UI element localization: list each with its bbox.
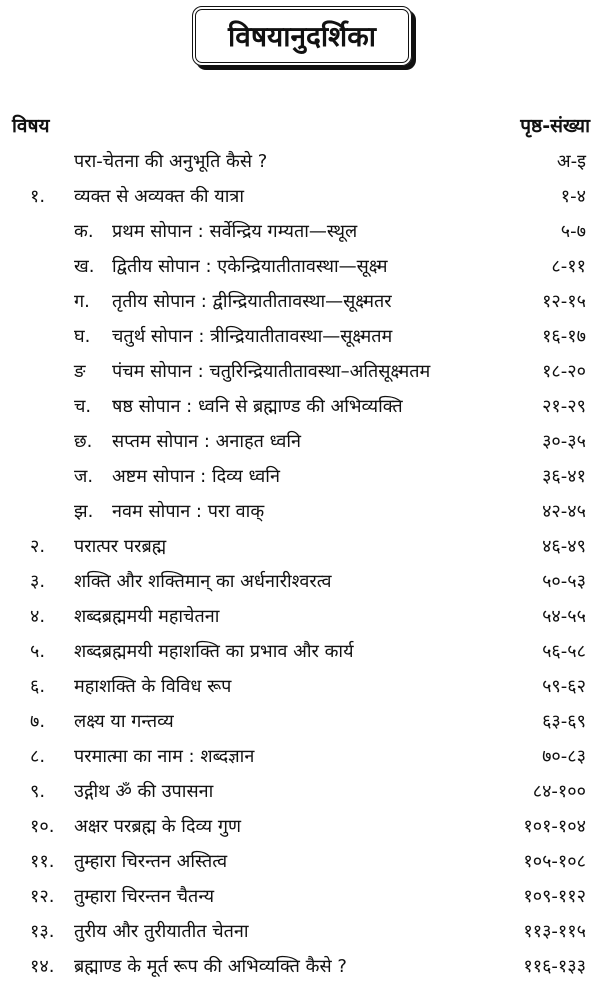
entry-title: महाशक्ति के विविध रूप bbox=[74, 676, 232, 697]
toc-entry bbox=[0, 634, 600, 669]
entry-page-range: ३६-४१ bbox=[542, 466, 586, 487]
entry-number: १२. bbox=[30, 886, 55, 907]
entry-title: तुम्हारा चिरन्तन अस्तित्व bbox=[74, 851, 228, 872]
entry-page-range: ८४-१०० bbox=[532, 781, 586, 802]
entry-number: ७. bbox=[30, 711, 46, 732]
entry-number: ङ bbox=[74, 361, 86, 382]
entry-title: द्वितीय सोपान : एकेन्द्रियातीतावस्था—सूक्ष्म bbox=[112, 256, 388, 277]
entry-title: ब्रह्माण्ड के मूर्त रूप की अभिव्यक्ति कैसे ? bbox=[74, 956, 347, 977]
entry-page-range: १६-१७ bbox=[542, 326, 586, 347]
toc-entry bbox=[0, 424, 600, 459]
table-of-contents bbox=[0, 144, 600, 984]
entry-number: १०. bbox=[30, 816, 55, 837]
entry-title: परमात्मा का नाम : शब्दज्ञान bbox=[74, 746, 255, 767]
toc-entry bbox=[0, 319, 600, 354]
toc-entry bbox=[0, 844, 600, 879]
entry-title: नवम सोपान : परा वाक् bbox=[112, 501, 265, 522]
entry-title: लक्ष्य या गन्तव्य bbox=[74, 711, 174, 732]
toc-entry bbox=[0, 669, 600, 704]
page-title: विषयानुदर्शिका bbox=[192, 6, 412, 66]
entry-page-range: १०१-१०४ bbox=[523, 816, 586, 837]
entry-page-range: ५०-५३ bbox=[542, 571, 586, 592]
entry-number: झ. bbox=[74, 501, 94, 522]
toc-entry bbox=[0, 214, 600, 249]
entry-number: ६. bbox=[30, 676, 46, 697]
entry-title: शब्दब्रह्ममयी महाचेतना bbox=[74, 606, 220, 627]
entry-page-range: १८-२० bbox=[542, 361, 586, 382]
toc-entry bbox=[0, 494, 600, 529]
entry-number: ५. bbox=[30, 641, 46, 662]
entry-title: तुरीय और तुरीयातीत चेतना bbox=[74, 921, 249, 942]
entry-page-range: ४६-४९ bbox=[542, 536, 586, 557]
toc-entry bbox=[0, 809, 600, 844]
entry-page-range: ५४-५५ bbox=[542, 606, 586, 627]
entry-title: परा-चेतना की अनुभूति कैसे ? bbox=[74, 151, 268, 172]
toc-entry bbox=[0, 459, 600, 494]
entry-page-range: ७०-८३ bbox=[542, 746, 586, 767]
entry-number: घ. bbox=[74, 326, 91, 347]
entry-number: च. bbox=[74, 396, 92, 417]
entry-number: २. bbox=[30, 536, 46, 557]
toc-entry bbox=[0, 879, 600, 914]
entry-page-range: ११६-१३३ bbox=[523, 956, 586, 977]
toc-entry bbox=[0, 389, 600, 424]
page-number-column-header: पृष्ठ-संख्या bbox=[520, 115, 590, 137]
entry-title: अक्षर परब्रह्म के दिव्य गुण bbox=[74, 816, 241, 837]
entry-title: शब्दब्रह्ममयी महाशक्ति का प्रभाव और कार्य bbox=[74, 641, 354, 662]
entry-title: अष्टम सोपान : दिव्य ध्वनि bbox=[112, 466, 280, 487]
entry-title: तुम्हारा चिरन्तन चैतन्य bbox=[74, 886, 215, 907]
entry-page-range: १०५-१०८ bbox=[523, 851, 586, 872]
toc-entry bbox=[0, 284, 600, 319]
entry-number: १. bbox=[30, 186, 46, 207]
entry-page-range: १२-१५ bbox=[542, 291, 586, 312]
toc-entry bbox=[0, 354, 600, 389]
entry-title: शक्ति और शक्तिमान् का अर्धनारीश्वरत्व bbox=[74, 571, 332, 592]
entry-number: छ. bbox=[74, 431, 93, 452]
toc-entry bbox=[0, 564, 600, 599]
entry-title: उद्गीथ ॐ की उपासना bbox=[74, 781, 214, 802]
entry-number: ९. bbox=[30, 781, 46, 802]
toc-entry bbox=[0, 949, 600, 984]
toc-entry bbox=[0, 529, 600, 564]
entry-page-range: ६३-६९ bbox=[542, 711, 586, 732]
toc-entry bbox=[0, 249, 600, 284]
entry-page-range: ५-७ bbox=[560, 221, 586, 242]
toc-entry bbox=[0, 599, 600, 634]
entry-title: व्यक्त से अव्यक्त की यात्रा bbox=[74, 186, 244, 207]
entry-title: चतुर्थ सोपान : त्रीन्द्रियातीतावस्था—सूक्ष्मतम bbox=[112, 326, 393, 347]
entry-page-range: १०९-११२ bbox=[523, 886, 586, 907]
entry-title: षष्ठ सोपान : ध्वनि से ब्रह्माण्ड की अभिव्यक्ति bbox=[112, 396, 403, 417]
entry-number: ज. bbox=[74, 466, 94, 487]
entry-number: क. bbox=[74, 221, 94, 242]
entry-page-range: १-४ bbox=[560, 186, 586, 207]
entry-number: ११. bbox=[30, 851, 55, 872]
toc-header bbox=[0, 112, 600, 138]
entry-title: परात्पर परब्रह्म bbox=[74, 536, 167, 557]
entry-page-range: ३०-३५ bbox=[542, 431, 586, 452]
entry-page-range: ५६-५८ bbox=[542, 641, 586, 662]
entry-number: ख. bbox=[74, 256, 95, 277]
entry-number: १४. bbox=[30, 956, 55, 977]
entry-number: ग. bbox=[74, 291, 90, 312]
entry-number: ४. bbox=[30, 606, 46, 627]
toc-entry bbox=[0, 914, 600, 949]
entry-title: प्रथम सोपान : सर्वेन्द्रिय गम्यता—स्थूल bbox=[112, 221, 358, 242]
entry-number: ८. bbox=[30, 746, 46, 767]
entry-page-range: ८-११ bbox=[551, 256, 586, 277]
subject-column-header: विषय bbox=[12, 115, 50, 137]
toc-entry bbox=[0, 774, 600, 809]
entry-page-range: अ-इ bbox=[556, 151, 586, 172]
entry-page-range: २१-२९ bbox=[542, 396, 586, 417]
entry-page-range: ४२-४५ bbox=[542, 501, 586, 522]
toc-entry bbox=[0, 144, 600, 179]
entry-number: १३. bbox=[30, 921, 55, 942]
entry-title: सप्तम सोपान : अनाहत ध्वनि bbox=[112, 431, 302, 452]
entry-page-range: ११३-११५ bbox=[523, 921, 586, 942]
entry-title: तृतीय सोपान : द्वीन्द्रियातीतावस्था—सूक्ष्मतर bbox=[112, 291, 392, 312]
entry-page-range: ५९-६२ bbox=[542, 676, 586, 697]
entry-number: ३. bbox=[30, 571, 46, 592]
toc-entry bbox=[0, 704, 600, 739]
toc-entry bbox=[0, 739, 600, 774]
entry-title: पंचम सोपान : चतुरिन्द्रियातीतावस्था–अतिसूक्ष्मतम bbox=[112, 361, 431, 382]
toc-entry bbox=[0, 179, 600, 214]
